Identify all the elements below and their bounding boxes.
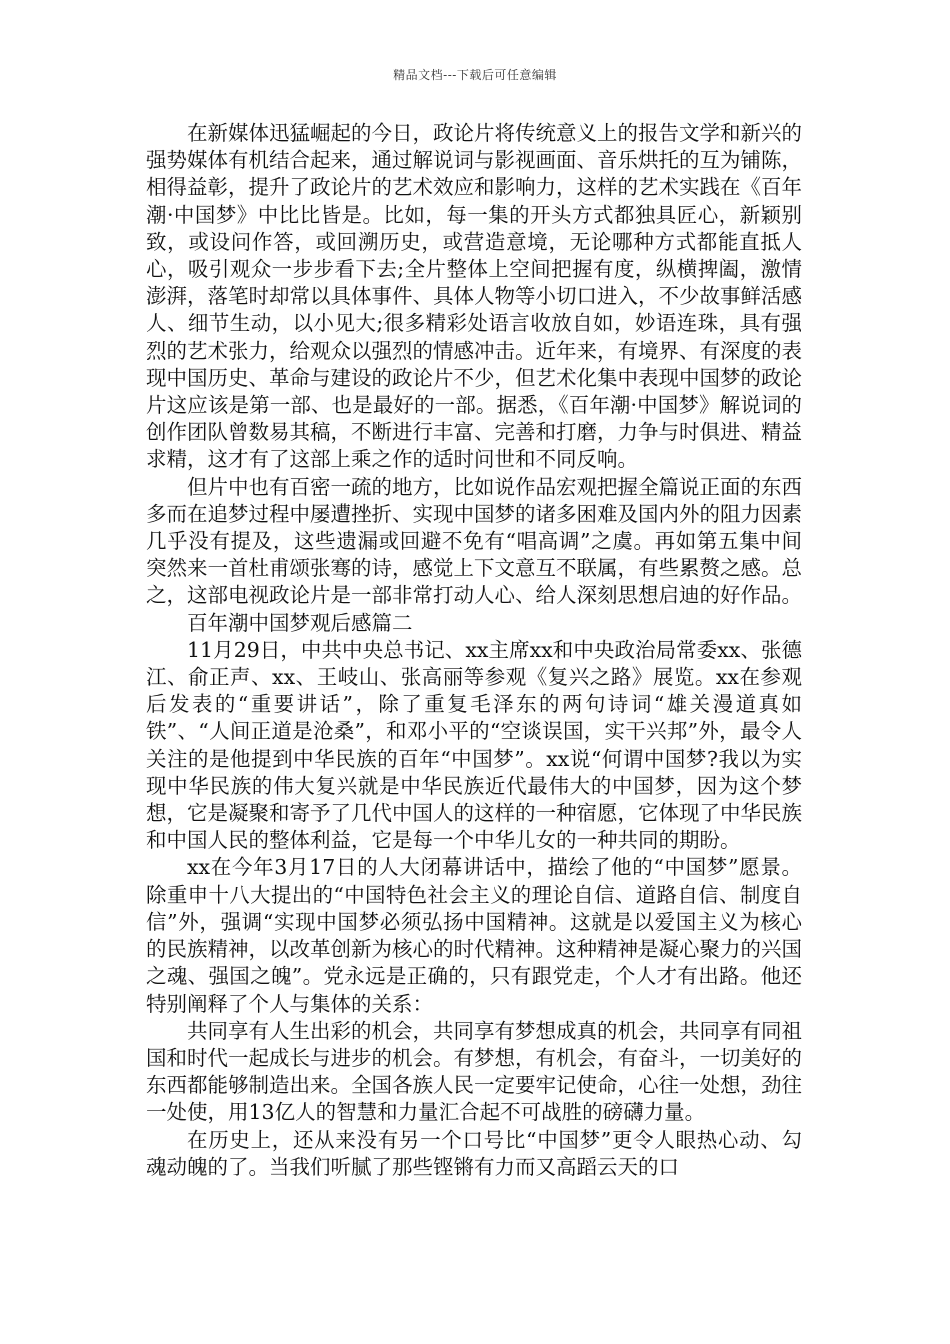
- paragraph-4: xx在今年3月17日的人大闭幕讲话中，描绘了他的“中国梦”愿景。除重申十八大提出的“中国特色社会主义的理论自信、道路自信、制度自信”外，强调“实现中国梦必须弘扬中国精神。这就是以爱国主义为核心的民族精神，以改革创新为核心的时代精神。这种精神是凝心聚力的兴国之魂、强国之魄”。党永远是正确的，只有跟党走，个人才有出路。他还特别阐释了个人与集体的关系：: [146, 855, 802, 1016]
- page-header: 精品文档---下载后可任意编辑: [393, 68, 557, 82]
- paragraph-1: 在新媒体迅猛崛起的今日，政论片将传统意义上的报告文学和新兴的强势媒体有机结合起来，通过解说词与影视画面、音乐烘托的互为铺陈，相得益彰，提升了政论片的艺术效应和影响力，这样的艺术实践在《百年潮·中国梦》中比比皆是。比如，每一集的开头方式都独具匠心，新颖别致，或设问作答，或回溯历史，或营造意境，无论哪种方式都能直抵人心，吸引观众一步步看下去;全片整体上空间把握有度，纵横捭阖，激情澎湃，落笔时却常以具体事件、具体人物等小切口进入，不少故事鲜活感人、细节生动，以小见大;很多精彩处语言收放自如，妙语连珠，具有强烈的艺术张力，给观众以强烈的情感冲击。近年来，有境界、有深度的表现中国历史、革命与建设的政论片不少，但艺术化集中表现中国梦的政论片这应该是第一部、也是最好的一部。据悉，《百年潮·中国梦》解说词的创作团队曾数易其稿，不断进行丰富、完善和打磨，力争与时俱进、精益求精，这才有了这部上乘之作的适时问世和不同反响。: [146, 121, 802, 472]
- paragraph-3: 11月29日，中共中央总书记、xx主席xx和中央政治局常委xx、张德江、俞正声、xx、王岐山、张高丽等参观《复兴之路》展览。xx在参观后发表的“重要讲话”，除了重复毛泽东的两句诗词“雄关漫道真如铁”、“人间正道是沧桑”，和邓小平的“空谈误国，实干兴邦”外，最令人关注的是他提到中华民族的百年“中国梦”。xx说“何谓中国梦?我以为实现中华民族的伟大复兴就是中华民族近代最伟大的中国梦，因为这个梦想，它是凝聚和寄予了几代中国人的这样的一种宿愿，它体现了中华民族和中国人民的整体利益，它是每一个中华儿女的一种共同的期盼。: [146, 637, 802, 853]
- section-heading: 百年潮中国梦观后感篇二: [187, 610, 413, 635]
- paragraph-2: 但片中也有百密一疏的地方，比如说作品宏观把握全篇说正面的东西多而在追梦过程中屡遭挫折、实现中国梦的诸多困难及国内外的阻力因素几乎没有提及，这些遗漏或回避不免有“唱高调”之虞。再如第五集中间突然来一首杜甫颂张骞的诗，感觉上下文意互不联属，有些累赘之感。总之，这部电视政论片是一部非常打动人心、给人深刻思想启迪的好作品。: [146, 474, 802, 608]
- paragraph-6: 在历史上，还从来没有另一个口号比“中国梦”更令人眼热心动、勾魂动魄的了。当我们听腻了那些铿锵有力而又高蹈云天的口: [146, 1127, 802, 1179]
- paragraph-5: 共同享有人生出彩的机会，共同享有梦想成真的机会，共同享有同祖国和时代一起成长与进步的机会。有梦想，有机会，有奋斗，一切美好的东西都能够制造出来。全国各族人民一定要牢记使命，心往一处想，劲往一处使，用13亿人的智慧和力量汇合起不可战胜的磅礴力量。: [146, 1018, 802, 1125]
- document-body: [146, 120, 802, 1181]
